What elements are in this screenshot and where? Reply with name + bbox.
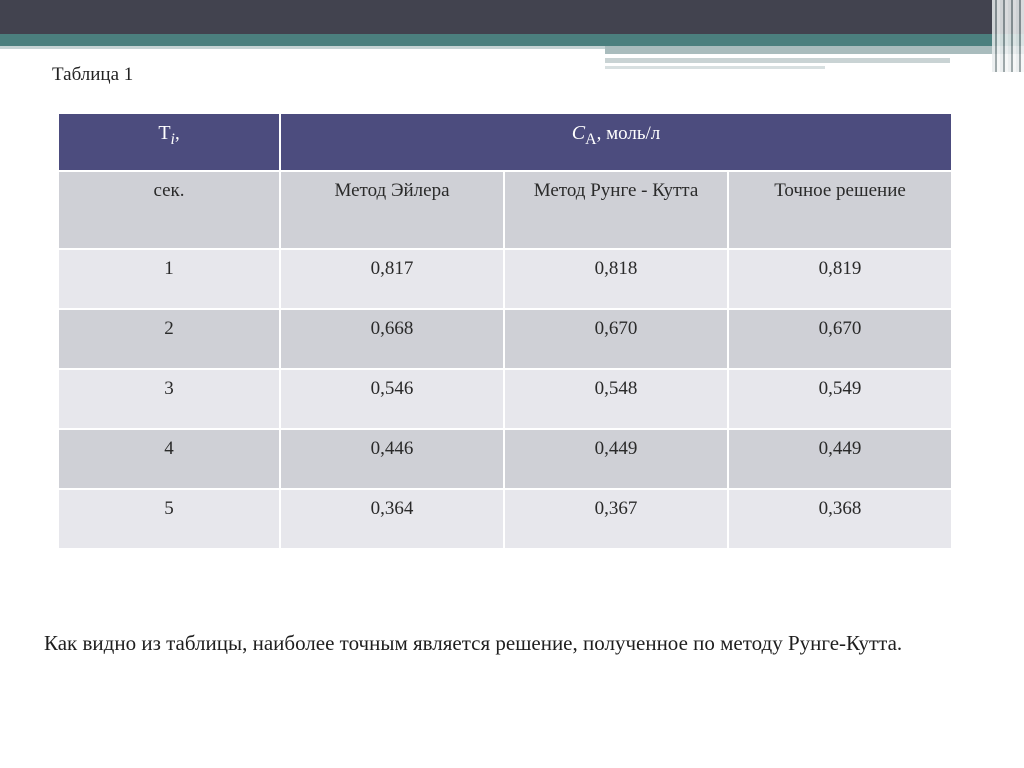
table-cell: 0,819	[728, 249, 952, 309]
table-cell: 0,670	[504, 309, 728, 369]
table-cell: 0,364	[280, 489, 504, 549]
conclusion-text: Как видно из таблицы, наиболее точным является решение, полученное по методу Рунге-Кутта.	[44, 631, 903, 655]
table-row	[58, 309, 952, 369]
subheader-cell: Метод Рунге - Кутта	[504, 171, 728, 249]
table-header-row	[58, 113, 952, 171]
banner-line	[605, 46, 1024, 54]
table-cell: 0,818	[504, 249, 728, 309]
table-cell: 3	[58, 369, 280, 429]
table-subheader-row	[58, 171, 952, 249]
table-cell: 4	[58, 429, 280, 489]
table-cell: 0,670	[728, 309, 952, 369]
banner-line	[605, 66, 825, 69]
table-row	[58, 429, 952, 489]
banner-dark-band	[0, 0, 1024, 34]
subheader-cell: сек.	[58, 171, 280, 249]
table-cell: 0,546	[280, 369, 504, 429]
subheader-cell: Точное решение	[728, 171, 952, 249]
table-cell: 0,817	[280, 249, 504, 309]
table-row	[58, 489, 952, 549]
banner-stripes	[992, 0, 1024, 72]
table-cell: 2	[58, 309, 280, 369]
banner-line	[605, 58, 950, 63]
table-cell: 0,548	[504, 369, 728, 429]
subheader-cell: Метод Эйлера	[280, 171, 504, 249]
table-cell: 0,668	[280, 309, 504, 369]
table-cell: 1	[58, 249, 280, 309]
table-cell: 0,446	[280, 429, 504, 489]
table-cell: 0,449	[728, 429, 952, 489]
table-row	[58, 369, 952, 429]
table-cell: 0,367	[504, 489, 728, 549]
top-banner	[0, 0, 1024, 72]
table-cell: 5	[58, 489, 280, 549]
banner-teal-band	[0, 34, 1024, 46]
table-row	[58, 249, 952, 309]
table-cell: 0,368	[728, 489, 952, 549]
table-cell: 0,549	[728, 369, 952, 429]
results-table	[57, 112, 953, 550]
header-time: $T_i$,	[58, 113, 280, 171]
header-concentration: $C_A$, моль/л	[280, 113, 952, 171]
table-caption: Таблица 1	[52, 64, 134, 85]
table-cell: 0,449	[504, 429, 728, 489]
banner-line	[0, 46, 605, 49]
